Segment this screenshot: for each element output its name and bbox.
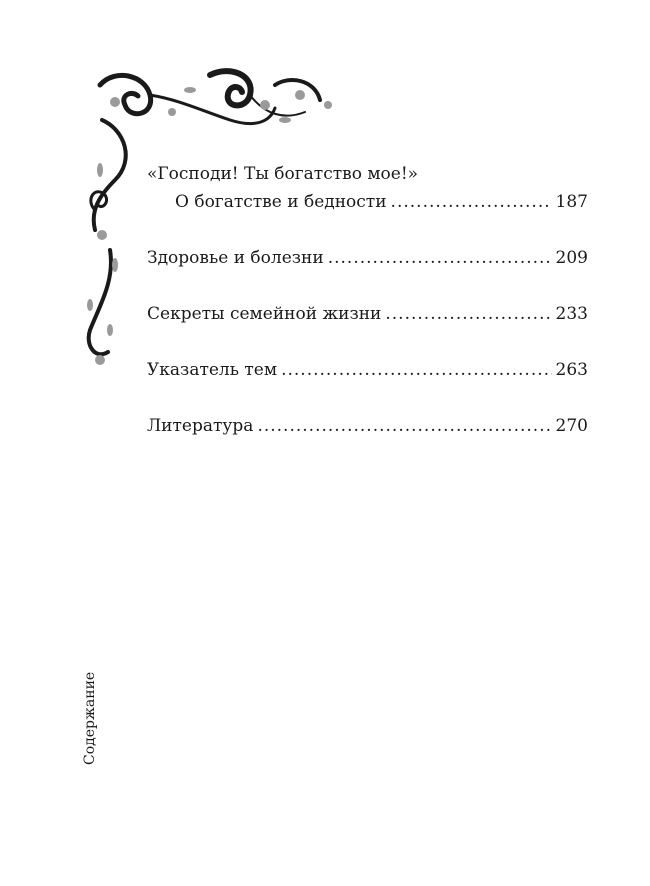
toc-entry-title: Литература	[147, 416, 254, 436]
toc-entry-page: 270	[555, 416, 588, 436]
dot-leader	[328, 244, 552, 272]
toc-entry[interactable]	[147, 300, 588, 328]
toc-entry[interactable]	[147, 356, 588, 384]
toc-entry-page: 187	[555, 192, 588, 212]
dot-leader	[281, 356, 551, 384]
table-of-contents	[147, 160, 588, 440]
toc-entry-line	[147, 244, 588, 272]
dot-leader	[391, 188, 552, 216]
dot-leader	[385, 300, 551, 328]
toc-entry-title: Указатель тем	[147, 360, 278, 380]
dot-leader	[257, 412, 551, 440]
toc-entry-title: «Господи! Ты богатство мое!»	[147, 164, 419, 184]
toc-entry-line	[147, 356, 588, 384]
toc-entry-line	[147, 188, 588, 216]
toc-entry[interactable]	[147, 412, 588, 440]
toc-entry-title-line	[147, 160, 588, 188]
toc-entry-line	[147, 300, 588, 328]
toc-entry-line	[147, 412, 588, 440]
running-head: Содержание	[82, 671, 98, 765]
toc-entry[interactable]	[147, 244, 588, 272]
toc-entry-page: 209	[555, 248, 588, 268]
toc-entry-page: 263	[555, 360, 588, 380]
toc-entry[interactable]	[147, 160, 588, 216]
toc-entry-title: О богатстве и бедности	[175, 192, 387, 212]
toc-entry-page: 233	[555, 304, 588, 324]
toc-entry-title: Здоровье и болезни	[147, 248, 324, 268]
toc-entry-title: Секреты семейной жизни	[147, 304, 382, 324]
